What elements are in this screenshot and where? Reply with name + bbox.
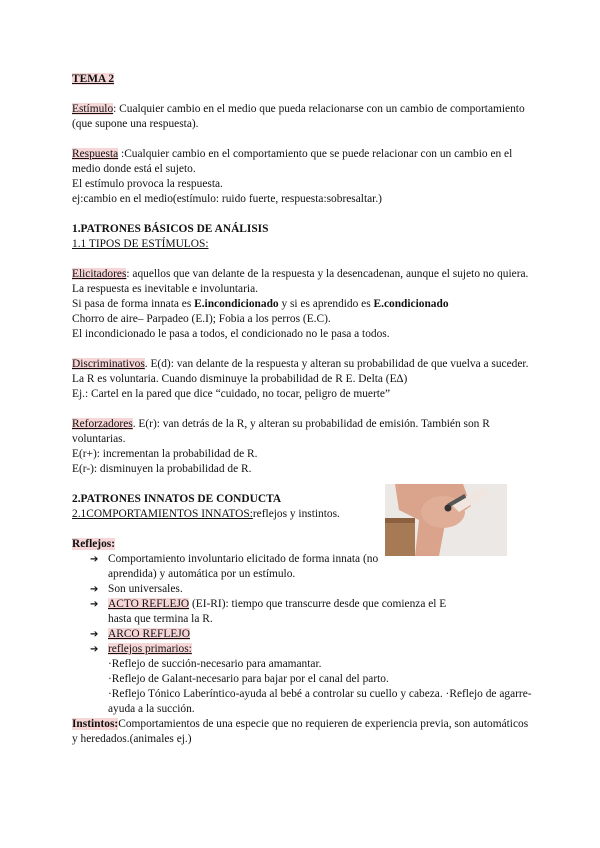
reflejos-heading: Reflejos: (72, 538, 116, 550)
discriminativos-paragraph: Discriminativos. E(d): van delante de la respuesta y alteran su probabilidad de que vuelva a suceder. (72, 358, 529, 370)
knee-reflex-photo (385, 484, 507, 556)
reflejos-list (72, 552, 447, 657)
discriminativos-term: Discriminativos (72, 358, 145, 370)
reforzadores-paragraph: Reforzadores. E(r): van detrás de la R, y alteran su probabilidad de emisión. También son R voluntarias. (72, 418, 490, 445)
section1-subheading: 1.1 TIPOS DE ESTÍMULOS: (72, 238, 209, 250)
document-body: TEMA 2 Estímulo: Cualquier cambio en el medio que pueda relacionarse con un cambio de comportamiento (que supone una respuesta). Respuesta :Cualquier cambio en el comportamiento que se puede relacionar con un cambio en el medio donde está el sujeto. El estímulo provoca la respuesta. ej:cambio en el medio(estímulo: ruido fuerte, respuesta:sobresaltar.) 1.PATRONES BÁSICOS DE ANÁLISIS 1.1 TIPOS DE ESTÍMULOS: Elicitadores: aquellos que van delante de la respuesta y la desencadenan, aunque el sujeto no quiera. La respuesta es inevitable e involuntaria. Si pasa de forma innata es E.incondicionado y si es aprendido es E.condicionado Chorro de aire– Parpadeo (E.I); Fobia a los perros (E.C). El incondicionado le pasa a todos, el condicionado no le pasa a todos. Discriminativos. E(d): van delante de la respuesta y alteran su probabilidad de que vuelva a suceder. La R es voluntaria. Cuando disminuye la probabilidad de R E. Delta (E∆) Ej.: Cartel en la pared que dice “cuidado, no tocar, peligro de muerte” Reforzadores. E(r): van detrás de la R, y alteran su probabilidad de emisión. También son R voluntarias. E(r+): incrementan la probabilidad de R. E(r-): disminuyen la probabilidad de R. 2.PATRONES INNATOS DE CONDUCTA 2.1COMPORTAMIENTOS INNATOS:reflejos y instintos. Reflejos: ➔ Comportamiento involuntario elicitado de forma innata (no aprendida) y automática por un estímulo. ➔ Son universales. ➔ ACTO REFLEJO (EI-RI): tiempo que transcurre desde que comienza el E hasta que termina la R. ➔ ARCO REFLEJO ➔ reflejos primarios: ·Reflejo de succión-necesario para amamantar. ·Reflejo de Galant-necesario para bajar por el canal del parto. ·Reflejo Tónico Laberíntico-ayuda al bebé a controlar su cuello y cabeza. ·Reflejo de agarre-ayuda a la succión. Instintos:Comportamientos de una especie que no requieren de experiencia previa, son automáticos y heredados.(animales ej.) (72, 72, 532, 747)
chair-wood (385, 518, 415, 556)
primarios-line: ·Reflejo de Galant-necesario para bajar por el canal del parto. (108, 673, 389, 685)
respuesta-term: Respuesta (72, 148, 119, 160)
instintos-term: Instintos: (72, 718, 119, 730)
elicitadores-paragraph: Elicitadores: aquellos que van delante de la respuesta y la desencadenan, aunque el sujeto no quiera. La respuesta es inevitable e involuntaria. (72, 268, 529, 295)
list-item (90, 642, 410, 657)
page-title: TEMA 2 (72, 73, 115, 85)
list-item: ➔ Son universales. (90, 582, 410, 597)
arco-reflejo-term: ARCO REFLEJO (108, 628, 190, 640)
reforzadores-term: Reforzadores (72, 418, 133, 430)
estimulo-paragraph: Estímulo: Cualquier cambio en el medio que pueda relacionarse con un cambio de comportamiento (que supone una respuesta). (72, 103, 525, 130)
section2-heading: 2.PATRONES INNATOS DE CONDUCTA (72, 493, 282, 505)
primarios-line: ·Reflejo Tónico Laberíntico-ayuda al bebé a controlar su cuello y cabeza. ·Reflejo de agarre-ayuda a la succión. (108, 688, 532, 715)
acto-reflejo-term: ACTO REFLEJO (108, 598, 190, 610)
list-item (90, 627, 410, 642)
list-item: ➔ Comportamiento involuntario elicitado de forma innata (no aprendida) y automática por un estímulo. (90, 552, 410, 582)
elicitadores-term: Elicitadores (72, 268, 127, 280)
estimulo-term: Estímulo (72, 103, 114, 115)
respuesta-paragraph: Respuesta :Cualquier cambio en el comportamiento que se puede relacionar con un cambio en el medio donde está el sujeto. (72, 148, 513, 175)
primarios-line: ·Reflejo de succión-necesario para amamantar. (108, 658, 322, 670)
instintos-paragraph: Instintos:Comportamientos de una especie que no requieren de experiencia previa, son automáticos y heredados.(animales ej.) (72, 718, 529, 745)
list-item: ➔ ACTO REFLEJO (EI-RI): tiempo que transcurre desde que comienza el E hasta que termina la R. (90, 597, 448, 627)
reflejos-primarios-term: reflejos primarios: (108, 643, 192, 655)
section2-subheading: 2.1COMPORTAMIENTOS INNATOS:reflejos y instintos. (72, 508, 340, 520)
section1-heading: 1.PATRONES BÁSICOS DE ANÁLISIS (72, 223, 269, 235)
